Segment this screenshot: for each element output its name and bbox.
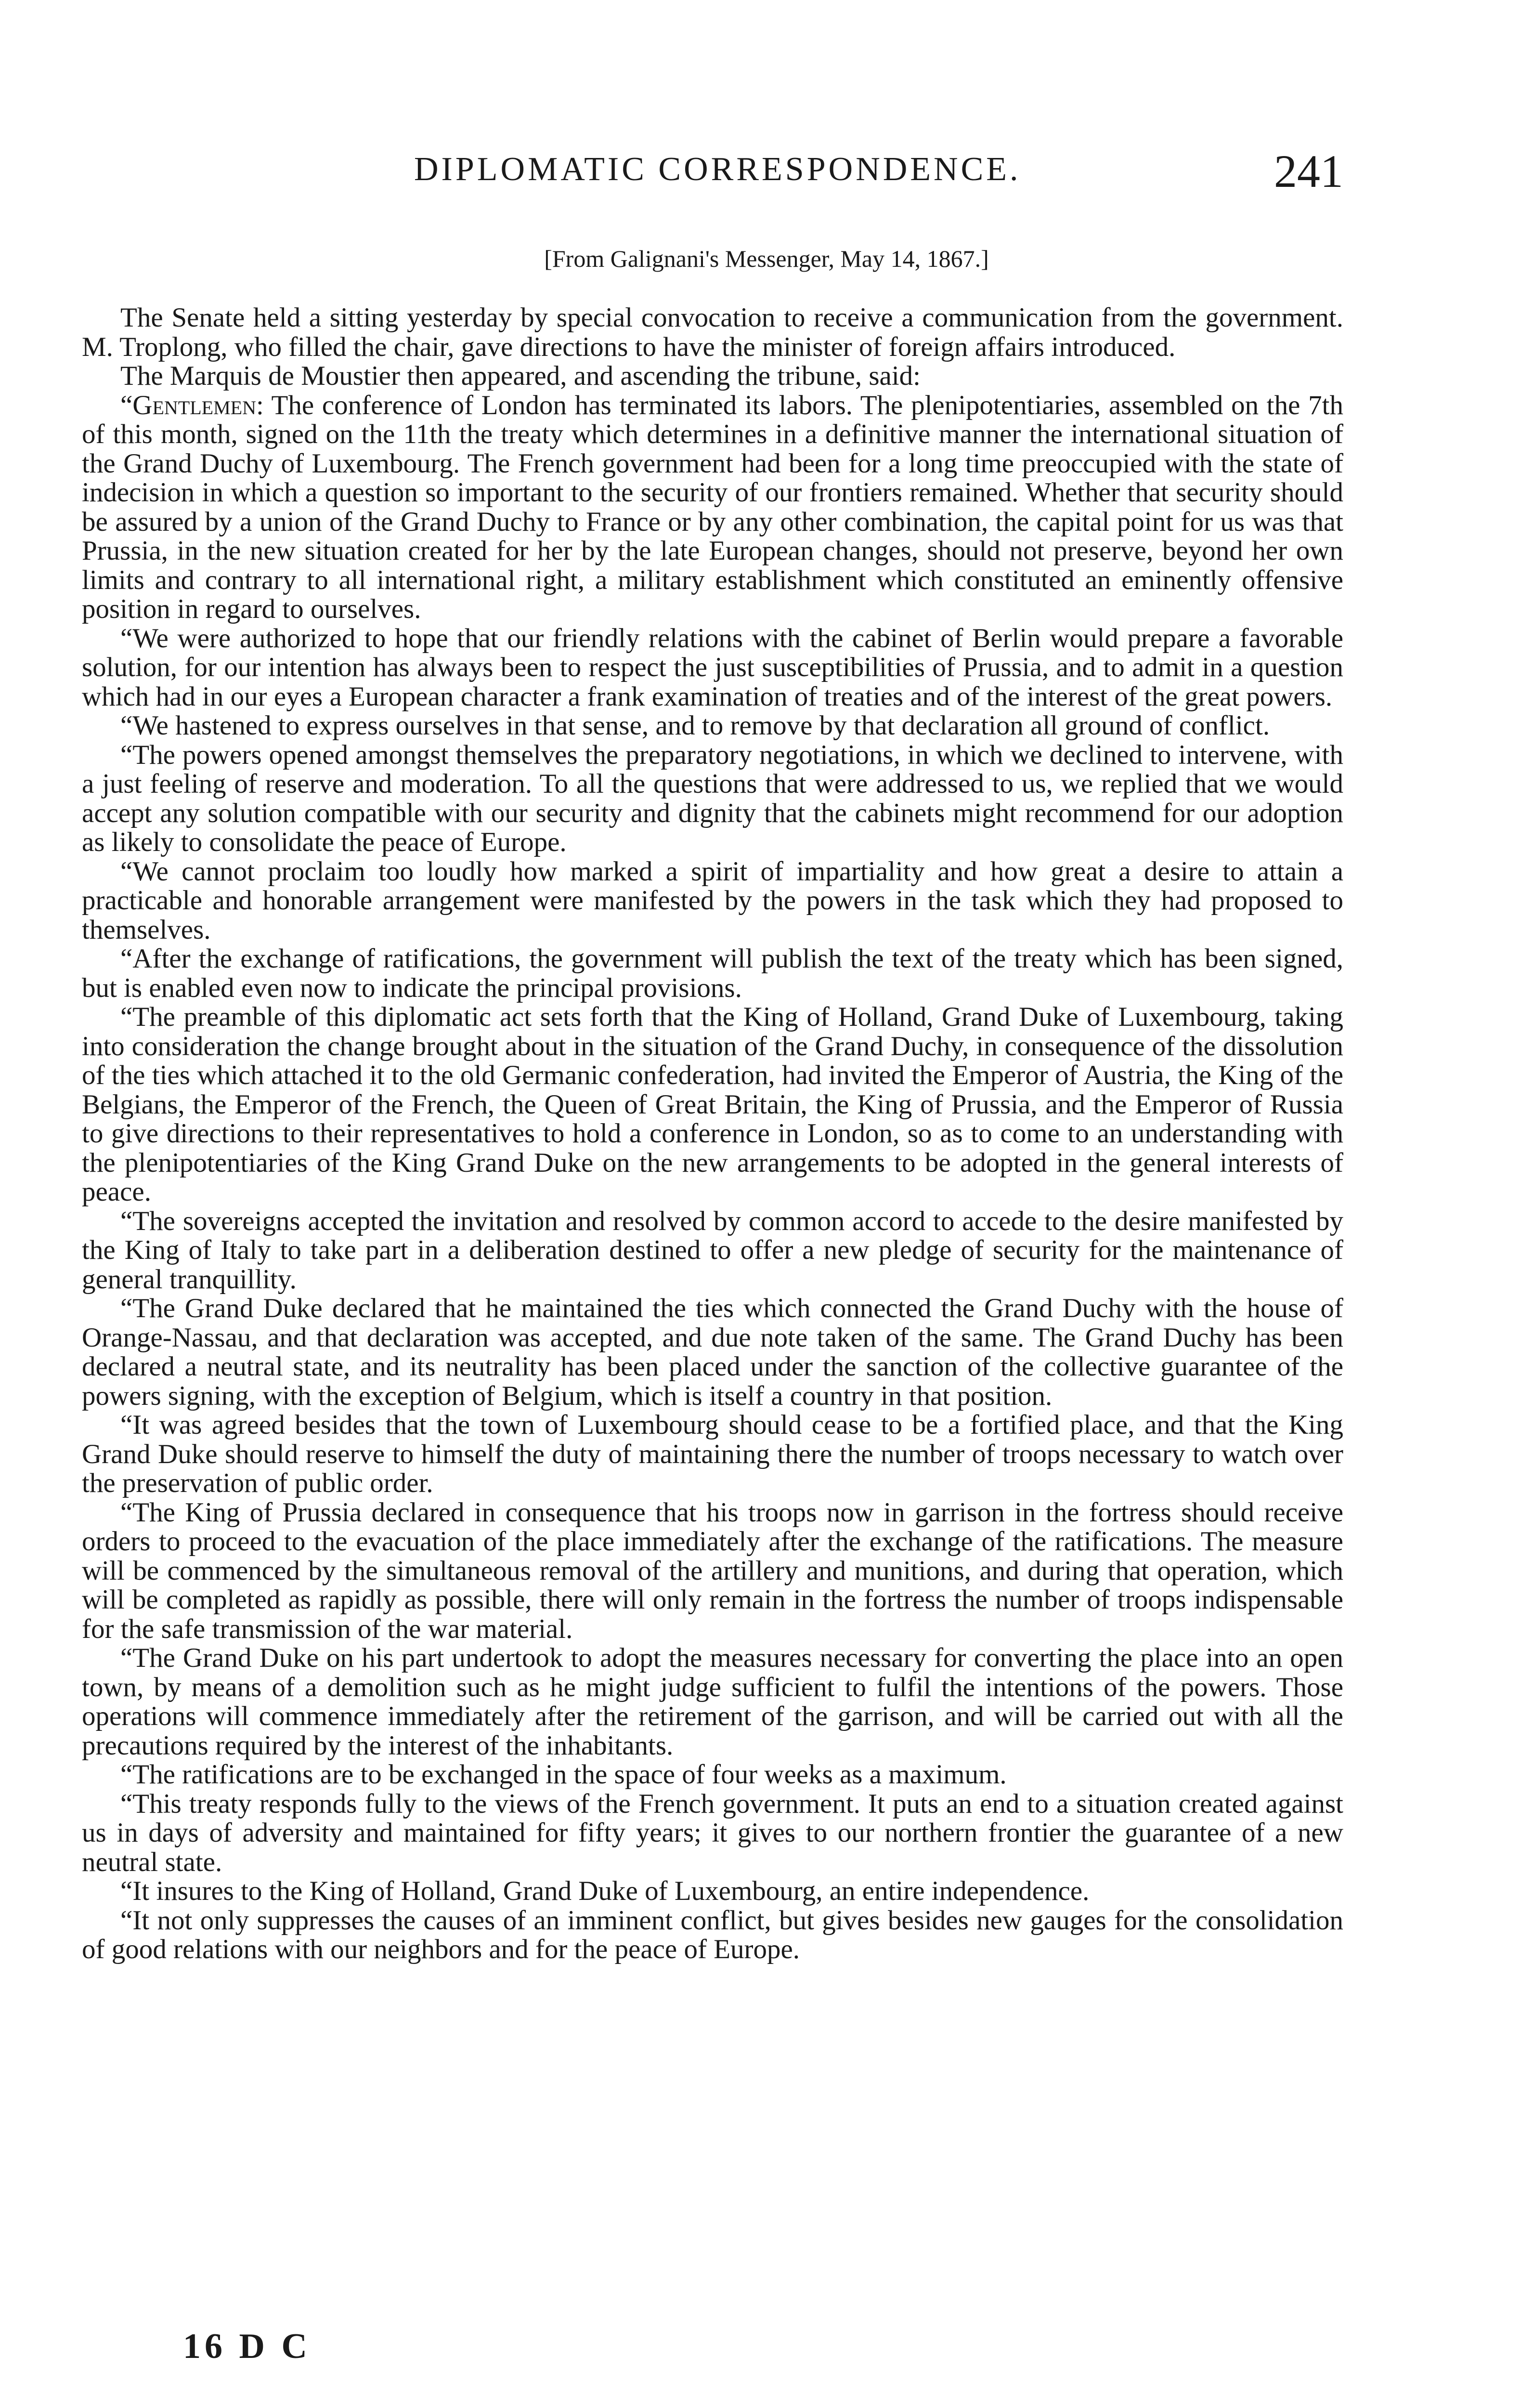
article-body xyxy=(82,303,1343,1964)
paragraph: “The preamble of this diplomatic act sets forth that the King of Holland, Grand Duke of Luxembourg, taking into consideration the change brought about in the situation of the Grand Duchy, in consequence of the dissolution of the ties which attached it to the old Germanic confederation, had invited the Emperor of Austria, the King of the Belgians, the Emperor of the French, the Queen of Great Britain, the King of Prussia, and the Emperor of Russia to give directions to their representatives to hold a conference in London, so as to come to an understanding with the plenipotentiaries of the King Grand Duke on the new arrangements to be adopted in the general interests of peace. xyxy=(82,1002,1343,1207)
speech-opening-text: The conference of London has terminated its labors. The plenipotentiaries, assembled on the 7th of this month, signed on the 11th the treaty which determines in a definitive manner the international situation of the Grand Duchy of Luxembourg. The French government had been for a long time preoccupied with the state of indecision in which a question so important to the security of our frontiers remained. Whether that security should be assured by a union of the Grand Duchy to France or by any other combination, the capital point for us was that Prussia, in the new situation created for her by the late European changes, should not preserve, beyond her own limits and contrary to all international right, a military establishment which constituted an eminently offensive position in regard to ourselves. xyxy=(82,390,1343,624)
paragraph: “The Grand Duke on his part undertook to adopt the measures necessary for converting the place into an open town, by means of a demolition such as he might judge sufficient to fulfil the intentions of the powers. Those operations will commence immediately after the retirement of the garrison, and will be carried out with all the precautions required by the interest of the inhabitants. xyxy=(82,1643,1343,1761)
paragraph: “The sovereigns accepted the invitation and resolved by common accord to accede to the desire manifested by the King of Italy to take part in a deliberation destined to offer a new pledge of security for the maintenance of general tranquillity. xyxy=(82,1205,1343,1295)
paragraph: “It not only suppresses the causes of an imminent conflict, but gives besides new gauges for the consolidation of good relations with our neighbors and for the peace of Europe. xyxy=(82,1905,1343,1964)
paragraph: “We cannot proclaim too loudly how marked a spirit of impartiality and how great a desire to attain a practicable and honorable arrangement were manifested by the powers in the task which they had proposed to themselves. xyxy=(82,856,1343,945)
paragraph: “The ratifications are to be exchanged in the space of four weeks as a maximum. xyxy=(120,1759,1007,1790)
page-title: DIPLOMATIC CORRESPONDENCE. xyxy=(414,151,1021,188)
paragraph: “This treaty responds fully to the views of the French government. It puts an end to a situation created against us in days of adversity and maintained for fifty years; it gives to our northern frontier the guarantee of a new neutral state. xyxy=(82,1788,1343,1877)
paragraph: “We hastened to express ourselves in that sense, and to remove by that declaration all ground of conflict. xyxy=(120,710,1270,741)
paragraph: The Marquis de Moustier then appeared, and ascending the tribune, said: xyxy=(120,361,921,391)
paragraph: The Senate held a sitting yesterday by special convocation to receive a communication from the government. M. Troplong, who filled the chair, gave directions to have the minister of foreign affairs introduced. xyxy=(82,302,1343,362)
salutation: “Gentlemen: xyxy=(120,390,264,420)
paragraph: “The powers opened amongst themselves the preparatory negotiations, in which we declined to intervene, with a just feeling of reserve and moderation. To all the questions that were addressed to us, we replied that we would accept any solution compatible with our security and dignity that the cabinets might recommend for our adoption as likely to consolidate the peace of Europe. xyxy=(82,739,1343,857)
running-head xyxy=(82,144,1343,197)
paragraph: “It was agreed besides that the town of Luxembourg should cease to be a fortified place, and that the King Grand Duke should reserve to himself the duty of maintaining there the number of troops necessary to watch over the preservation of public order. xyxy=(82,1410,1343,1498)
page-number: 241 xyxy=(1274,145,1343,197)
paragraph: “It insures to the King of Holland, Grand Duke of Luxembourg, an entire independence. xyxy=(120,1876,1090,1906)
printer-signature-mark: 16 D C xyxy=(183,2327,311,2366)
paragraph: “The Grand Duke declared that he maintained the ties which connected the Grand Duchy with the house of Orange-Nassau, and that declaration was accepted, and due note taken of the same. The Grand Duchy has been declared a neutral state, and its neutrality has been placed under the sanction of the collective guarantee of the powers signing, with the exception of Belgium, which is itself a country in that position. xyxy=(82,1293,1343,1411)
paragraph: “After the exchange of ratifications, the government will publish the text of the treaty which has been signed, but is enabled even now to indicate the principal provisions. xyxy=(82,943,1343,1003)
source-citation: [From Galignani's Messenger, May 14, 1867.] xyxy=(544,245,989,272)
speech-opening-paragraph xyxy=(82,391,1343,624)
paragraph: “The King of Prussia declared in consequence that his troops now in garrison in the fortress should receive orders to proceed to the evacuation of the place immediately after the exchange of the ratifications. The measure will be commenced by the simultaneous removal of the artillery and munitions, and during that operation, which will be completed as rapidly as possible, there will only remain in the fortress the number of troops indispensable for the safe transmission of the war material. xyxy=(82,1497,1343,1644)
paragraph: “We were authorized to hope that our friendly relations with the cabinet of Berlin would prepare a favorable solution, for our intention has always been to respect the just susceptibilities of Prussia, and to admit in a question which had in our eyes a European character a frank examination of treaties and of the interest of the great powers. xyxy=(82,623,1343,712)
